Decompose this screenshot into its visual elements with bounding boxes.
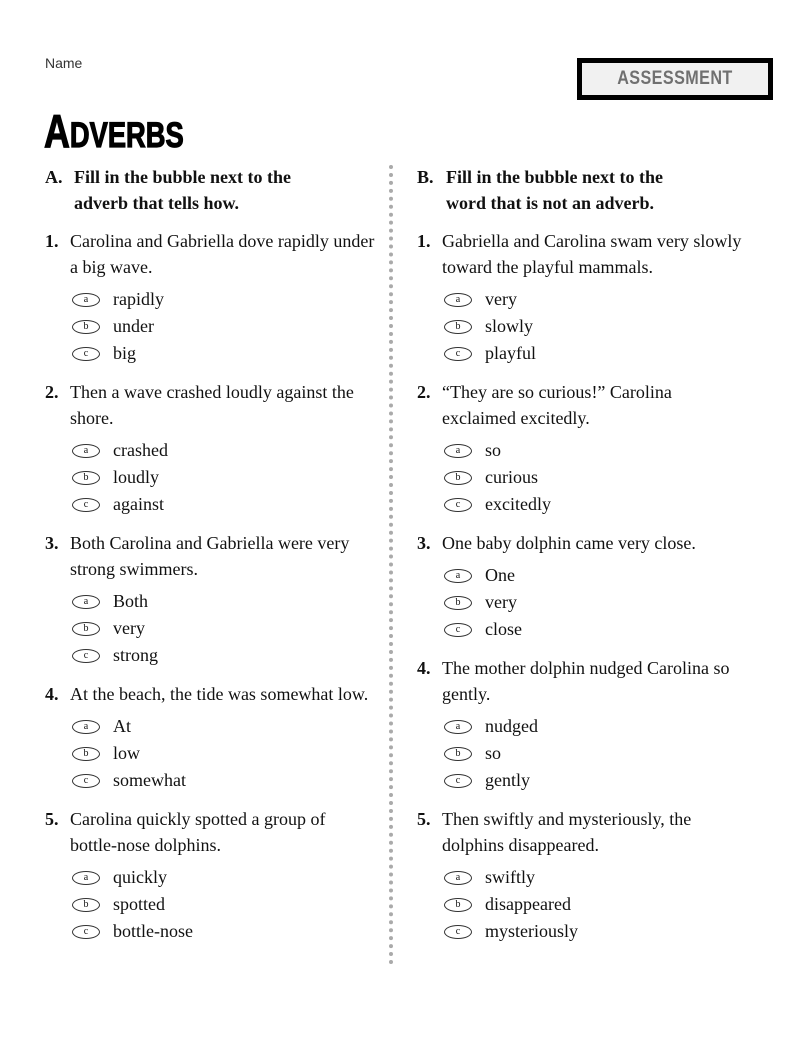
- answer-option[interactable]: [444, 464, 747, 491]
- answer-options: [72, 713, 375, 794]
- answer-options: [444, 864, 747, 945]
- question-number: 2.: [417, 382, 431, 402]
- answer-text: so: [485, 743, 502, 763]
- answer-bubble[interactable]: c: [72, 649, 100, 663]
- question: [45, 379, 375, 431]
- question-number: 4.: [417, 658, 431, 678]
- answer-bubble[interactable]: b: [72, 898, 100, 912]
- answer-option[interactable]: [72, 286, 375, 313]
- answer-option[interactable]: [72, 588, 375, 615]
- name-label: Name: [45, 55, 83, 71]
- question-text: Then a wave crashed loudly against the shore.: [70, 382, 354, 428]
- question: [45, 806, 375, 858]
- answer-option[interactable]: [444, 918, 747, 945]
- answer-text: under: [113, 316, 154, 336]
- answer-options: [72, 286, 375, 367]
- answer-bubble[interactable]: a: [444, 871, 472, 885]
- answer-bubble[interactable]: c: [444, 623, 472, 637]
- answer-text: One: [485, 565, 515, 585]
- answer-bubble[interactable]: b: [444, 898, 472, 912]
- question-number: 3.: [45, 533, 59, 553]
- answer-bubble[interactable]: b: [444, 596, 472, 610]
- answer-text: somewhat: [113, 770, 186, 790]
- question: [417, 806, 747, 858]
- directions-line: word that is not an adverb.: [446, 193, 655, 213]
- answer-text: strong: [113, 645, 158, 665]
- answer-text: At: [113, 716, 131, 736]
- title-initial: A: [44, 105, 70, 157]
- answer-option[interactable]: [72, 864, 375, 891]
- answer-option[interactable]: [72, 891, 375, 918]
- question-number: 3.: [417, 533, 431, 553]
- answer-option[interactable]: [444, 589, 747, 616]
- question-text: Both Carolina and Gabriella were very strong swimmers.: [70, 533, 350, 579]
- question-text: “They are so curious!” Carolina exclaimed excitedly.: [442, 382, 672, 428]
- answer-bubble[interactable]: a: [72, 595, 100, 609]
- answer-option[interactable]: [72, 464, 375, 491]
- directions: [417, 164, 747, 216]
- answer-text: mysteriously: [485, 921, 578, 941]
- question: [45, 530, 375, 582]
- answer-options: [72, 588, 375, 669]
- answer-options: [72, 437, 375, 518]
- answer-option[interactable]: [72, 740, 375, 767]
- answer-option[interactable]: [444, 740, 747, 767]
- section-letter: A.: [45, 167, 63, 187]
- answer-text: disappeared: [485, 894, 571, 914]
- question-number: 1.: [45, 231, 59, 251]
- answer-bubble[interactable]: b: [72, 747, 100, 761]
- answer-bubble[interactable]: b: [444, 471, 472, 485]
- answer-option[interactable]: [72, 437, 375, 464]
- answer-option[interactable]: [444, 491, 747, 518]
- question-text: One baby dolphin came very close.: [442, 533, 696, 553]
- answer-options: [444, 437, 747, 518]
- answer-text: very: [113, 618, 145, 638]
- answer-options: [444, 286, 747, 367]
- section-b: [417, 164, 747, 945]
- answer-text: swiftly: [485, 867, 536, 887]
- answer-bubble[interactable]: c: [444, 774, 472, 788]
- answer-option[interactable]: [72, 918, 375, 945]
- answer-bubble[interactable]: c: [72, 498, 100, 512]
- answer-text: bottle-nose: [113, 921, 193, 941]
- answer-text: low: [113, 743, 140, 763]
- question-text: Then swiftly and mysteriously, the dolphins disappeared.: [442, 809, 692, 855]
- answer-text: playful: [485, 343, 536, 363]
- answer-options: [444, 713, 747, 794]
- answer-bubble[interactable]: a: [72, 444, 100, 458]
- answer-text: close: [485, 619, 522, 639]
- question: [417, 655, 747, 707]
- page-title: [44, 104, 184, 158]
- question-text: The mother dolphin nudged Carolina so gently.: [442, 658, 730, 704]
- answer-text: quickly: [113, 867, 167, 887]
- answer-bubble[interactable]: b: [72, 320, 100, 334]
- answer-bubble[interactable]: c: [72, 774, 100, 788]
- answer-bubble[interactable]: c: [72, 347, 100, 361]
- answer-bubble[interactable]: a: [444, 569, 472, 583]
- answer-options: [72, 864, 375, 945]
- assessment-badge: [577, 58, 773, 100]
- question-number: 5.: [45, 809, 59, 829]
- answer-text: Both: [113, 591, 149, 611]
- question: [417, 379, 747, 431]
- answer-bubble[interactable]: b: [444, 747, 472, 761]
- answer-bubble[interactable]: b: [72, 471, 100, 485]
- answer-option[interactable]: [72, 340, 375, 367]
- question-text: At the beach, the tide was somewhat low.: [70, 684, 369, 704]
- answer-option[interactable]: [444, 562, 747, 589]
- question-text: Carolina and Gabriella dove rapidly under a big wave.: [70, 231, 375, 277]
- answer-bubble[interactable]: b: [72, 622, 100, 636]
- answer-option[interactable]: [444, 891, 747, 918]
- answer-bubble[interactable]: a: [72, 720, 100, 734]
- directions-line: Fill in the bubble next to the: [74, 167, 292, 187]
- answer-option[interactable]: [444, 340, 747, 367]
- answer-options: [444, 562, 747, 643]
- answer-option[interactable]: [444, 313, 747, 340]
- question-text: Carolina quickly spotted a group of bottle-nose dolphins.: [70, 809, 326, 855]
- answer-option[interactable]: [72, 767, 375, 794]
- answer-text: spotted: [113, 894, 165, 914]
- question: [417, 228, 747, 280]
- answer-option[interactable]: [72, 615, 375, 642]
- answer-bubble[interactable]: c: [444, 347, 472, 361]
- answer-option[interactable]: [72, 713, 375, 740]
- answer-option[interactable]: [72, 491, 375, 518]
- answer-bubble[interactable]: a: [72, 871, 100, 885]
- answer-text: against: [113, 494, 164, 514]
- answer-option[interactable]: [444, 286, 747, 313]
- answer-text: very: [485, 289, 517, 309]
- question: [417, 530, 747, 556]
- answer-option[interactable]: [444, 767, 747, 794]
- answer-option[interactable]: [72, 642, 375, 669]
- answer-text: slowly: [485, 316, 534, 336]
- question: [45, 681, 375, 707]
- answer-text: loudly: [113, 467, 160, 487]
- question-number: 5.: [417, 809, 431, 829]
- answer-bubble[interactable]: c: [444, 925, 472, 939]
- answer-option[interactable]: [444, 864, 747, 891]
- answer-bubble[interactable]: c: [444, 498, 472, 512]
- answer-option[interactable]: [444, 437, 747, 464]
- answer-bubble[interactable]: a: [444, 720, 472, 734]
- section-a: [45, 164, 375, 945]
- question-number: 1.: [417, 231, 431, 251]
- answer-bubble[interactable]: a: [444, 293, 472, 307]
- directions: [45, 164, 375, 216]
- assessment-badge-label: ASSESSMENT: [617, 68, 733, 89]
- section-letter: B.: [417, 167, 434, 187]
- answer-text: so: [485, 440, 502, 460]
- answer-text: nudged: [485, 716, 538, 736]
- question-number: 4.: [45, 684, 59, 704]
- directions-line: adverb that tells how.: [74, 193, 240, 213]
- question-number: 2.: [45, 382, 59, 402]
- answer-bubble[interactable]: a: [444, 444, 472, 458]
- answer-option[interactable]: [444, 616, 747, 643]
- question: [45, 228, 375, 280]
- directions-line: Fill in the bubble next to the: [446, 167, 664, 187]
- answer-bubble[interactable]: a: [72, 293, 100, 307]
- answer-option[interactable]: [444, 713, 747, 740]
- answer-text: excitedly: [485, 494, 551, 514]
- answer-text: curious: [485, 467, 538, 487]
- answer-text: crashed: [113, 440, 168, 460]
- column-divider: [389, 165, 393, 965]
- question-text: Gabriella and Carolina swam very slowly toward the playful mammals.: [442, 231, 742, 277]
- answer-text: gently: [485, 770, 530, 790]
- title-rest: DVERBS: [69, 116, 184, 155]
- answer-option[interactable]: [72, 313, 375, 340]
- answer-text: very: [485, 592, 517, 612]
- answer-bubble[interactable]: b: [444, 320, 472, 334]
- answer-bubble[interactable]: c: [72, 925, 100, 939]
- answer-text: rapidly: [113, 289, 164, 309]
- answer-text: big: [113, 343, 137, 363]
